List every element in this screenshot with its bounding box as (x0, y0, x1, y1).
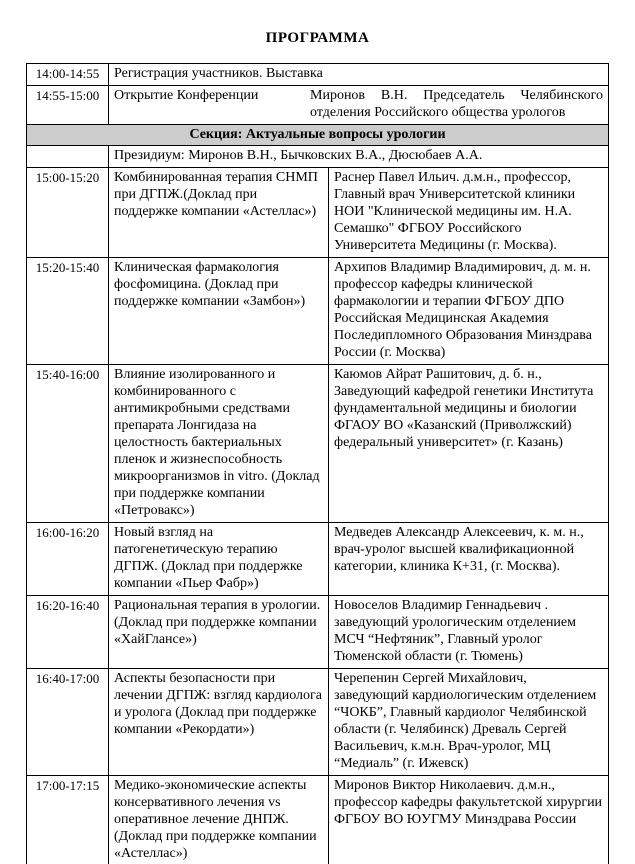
table-row-session (27, 258, 609, 365)
table-row-session (27, 365, 609, 523)
program-table (26, 63, 609, 864)
table-row-session (27, 596, 609, 669)
time-cell: 14:55-15:00 (27, 86, 109, 125)
time-cell: 15:40-16:00 (27, 365, 109, 523)
speaker-cell: Черепенин Сергей Михайлович, заведующий кардиологическим отделением “ЧОКБ”, Главный кардиолог Челябинской области (г. Челябинск) Древаль Сергей Васильевич, к.м.н. Врач-уролог, МЦ “Медиаль” (г. Ижевск) (329, 669, 609, 776)
speaker-cell: Медведев Александр Алексеевич, к. м. н., врач-уролог высшей квалификационной категории, клиника К+31, (г. Москва). (329, 523, 609, 596)
time-cell: 16:00-16:20 (27, 523, 109, 596)
event-cell: Регистрация участников. Выставка (109, 64, 609, 86)
speaker-cell: Раснер Павел Ильич. д.м.н., профессор, Главный врач Университетской клиники НОИ "Клинической медицины им. Н.А. Семашко" ФГБОУ Российского Университета Медицины (г. Москва). (329, 168, 609, 258)
topic-cell: Рациональная терапия в урологии. (Доклад при поддержке компании «ХайГлансе») (109, 596, 329, 669)
presidium-cell: Президиум: Миронов В.Н., Бычковских В.А., Дюсюбаев А.А. (109, 146, 609, 168)
topic-cell: Новый взгляд на патогенетическую терапию ДГПЖ. (Доклад при поддержке компании «Пьер Фабр») (109, 523, 329, 596)
topic-cell: Клиническая фармакология фосфомицина. (Доклад при поддержке компании «Замбон») (109, 258, 329, 365)
table-row-presidium (27, 146, 609, 168)
time-cell: 16:40-17:00 (27, 669, 109, 776)
speaker-cell: Каюмов Айрат Рашитович, д. б. н., Заведующий кафедрой генетики Института фундаментальной медицины и биологии ФГАОУ ВО «Казанский (Приволжский) федеральный университет» (г. Казань) (329, 365, 609, 523)
table-row-session (27, 523, 609, 596)
topic-cell: Медико-экономические аспекты консервативного лечения vs оперативное лечение ДНПЖ. (Доклад при поддержке компании «Астеллас») (109, 776, 329, 864)
section-header-cell: Секция: Актуальные вопросы урологии (27, 125, 609, 146)
time-cell (27, 146, 109, 168)
time-cell: 15:00-15:20 (27, 168, 109, 258)
time-cell: 17:00-17:15 (27, 776, 109, 864)
topic-cell: Влияние изолированного и комбинированного с антимикробными средствами препарата Лонгидаза на целостность бактериальных пленок и жизнеспособность микроорганизмов in vitro. (Доклад при поддержке компании «Петровакс») (109, 365, 329, 523)
time-cell: 15:20-15:40 (27, 258, 109, 365)
table-row-session (27, 168, 609, 258)
event-cell (109, 86, 609, 125)
table-row-opening (27, 86, 609, 125)
table-row-registration (27, 64, 609, 86)
speaker-cell: Архипов Владимир Владимирович, д. м. н. профессор кафедры клинической фармакологии и терапии ФГБОУ ДПО Российская Медицинская Академия Последипломного Образования Минздрава России (г. Москва) (329, 258, 609, 365)
time-cell: 16:20-16:40 (27, 596, 109, 669)
speaker-cell: Миронов Виктор Николаевич. д.м.н., профессор кафедры факультетской хирургии ФГБОУ ВО ЮУГМУ Минздрава России (329, 776, 609, 864)
page-title: ПРОГРАММА (265, 30, 370, 46)
topic-cell: Комбинированная терапия СНМП при ДГПЖ.(Доклад при поддержке компании «Астеллас») (109, 168, 329, 258)
table-row-session (27, 669, 609, 776)
opening-content (114, 87, 603, 121)
topic-cell: Аспекты безопасности при лечении ДГПЖ: взгляд кардиолога и уролога (Доклад при поддержке компании «Рекордати») (109, 669, 329, 776)
event-title: Открытие Конференции (114, 88, 259, 103)
speaker-cell: Новоселов Владимир Геннадьевич . заведующий урологическим отделением МСЧ “Нефтяник”, Главный уролог Тюменской области (г. Тюмень) (329, 596, 609, 669)
table-row-session (27, 776, 609, 864)
event-chair: Миронов В.Н. Председатель Челябинского отделения Российского общества урологов (310, 88, 603, 120)
time-cell: 14:00-14:55 (27, 64, 109, 86)
section-header-row (27, 125, 609, 146)
